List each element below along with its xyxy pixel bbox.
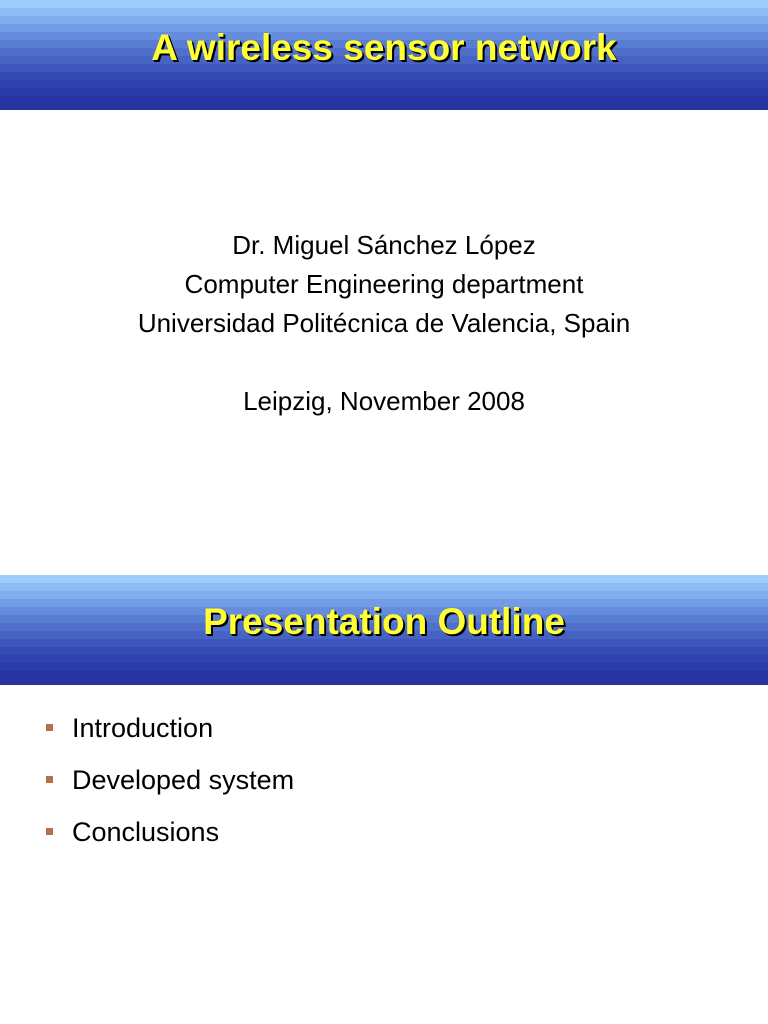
outline-list xyxy=(44,707,294,863)
spacer xyxy=(0,343,768,382)
slide-title: A wireless sensor network xyxy=(151,27,617,68)
author-name: Dr. Miguel Sánchez López xyxy=(232,230,536,260)
outline-item-label: Introduction xyxy=(72,713,214,743)
author-info xyxy=(0,226,768,421)
outline-banner xyxy=(0,575,768,685)
bullet-icon xyxy=(46,828,53,835)
university-name: Universidad Politécnica de Valencia, Spain xyxy=(137,308,631,338)
bullet-icon xyxy=(46,776,53,783)
outline-item xyxy=(44,811,294,863)
venue-date: Leipzig, November 2008 xyxy=(243,386,525,416)
outline-item-label: Conclusions xyxy=(72,817,220,847)
bullet-icon xyxy=(46,724,53,731)
outline-item xyxy=(44,759,294,811)
department-name: Computer Engineering department xyxy=(184,269,584,299)
outline-title: Presentation Outline xyxy=(203,601,565,642)
title-banner xyxy=(0,0,768,110)
outline-item xyxy=(44,707,294,759)
outline-item-label: Developed system xyxy=(72,765,295,795)
